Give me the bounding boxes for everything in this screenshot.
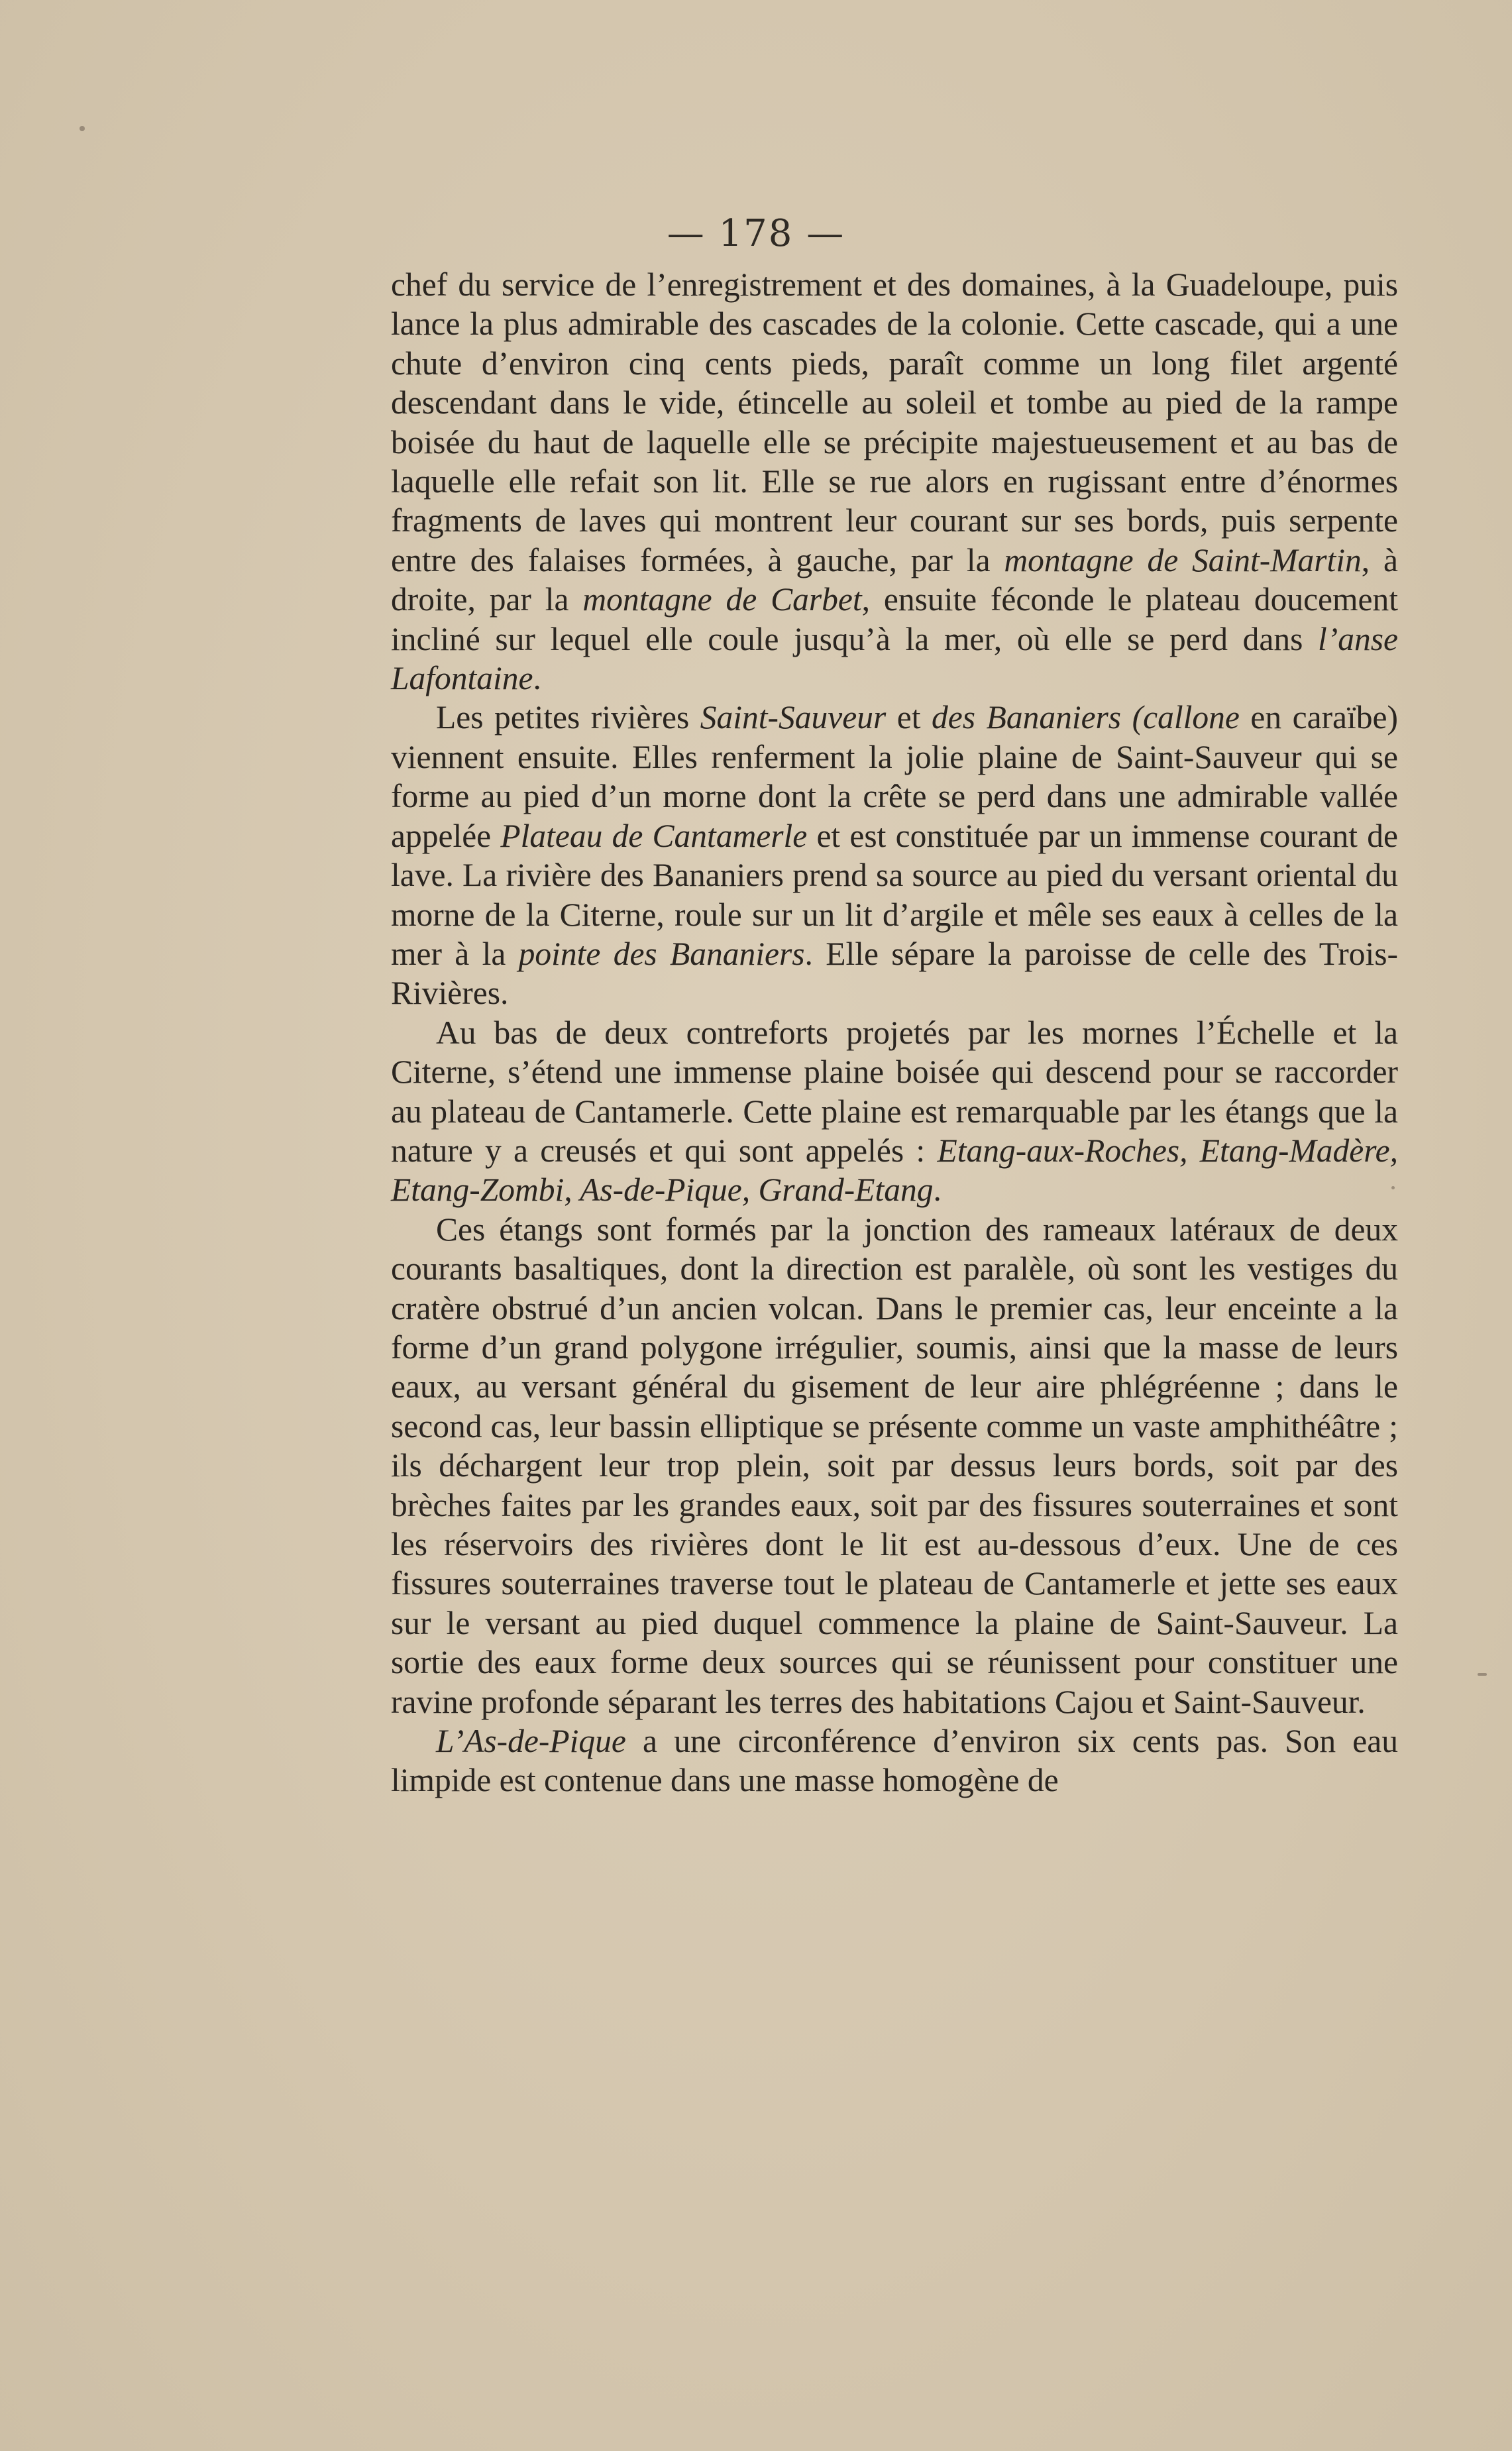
page-speck	[1478, 1673, 1487, 1676]
body-text	[391, 265, 1398, 1800]
italic-text: pointe des Bananiers	[518, 935, 805, 972]
italic-text: Saint-Sauveur	[700, 699, 887, 736]
italic-text: montagne de Carbet	[582, 581, 862, 618]
italic-text: L’As-de-Pique	[436, 1723, 626, 1760]
italic-text: l’anse Lafontaine	[391, 620, 1398, 697]
text-run: a une circonférence d’environ six cents pas. Son eau limpide est contenue dans une masse homogène de	[391, 1723, 1398, 1799]
text-run: chef du service de l’enregistrement et des domaines, à la Guadeloupe, puis lance la plus admirable des cascades de la colonie. Cette cascade, qui a une chute d’environ cinq cents pieds, paraît comme un long filet argenté descendant dans le vide, étincelle au soleil et tombe au pied de la rampe boisée du haut de laquelle elle se précipite majestueusement et au bas de laquelle elle refait son lit. Elle se rue alors en rugissant entre d’énormes fragments de laves qui montrent leur courant sur ses bords, puis serpente entre des falaises formées, à gauche, par la	[391, 266, 1398, 578]
text-run: , ensuite féconde le plateau doucement incliné sur lequel elle coule jusqu’à la mer, où elle se perd dans	[391, 581, 1398, 657]
text-run: Ces étangs sont formés par la jonction des rameaux latéraux de deux courants basaltiques, dont la direction est paralèle, où sont les vestiges du cratère obstrué d’un ancien volcan. Dans le premier cas, leur enceinte a la forme d’un grand polygone irrégulier, soumis, ainsi que la masse de leurs eaux, au versant général du gisement de leur aire phlégréenne ; dans le second cas, leur bassin elliptique se présente comme un vaste amphithéâtre ; ils déchargent leur trop plein, soit par dessus leurs bords, soit par des brèches faites par les grandes eaux, soit par des fissures souterraines et sont les réservoirs des rivières dont le lit est au-dessous d’eux. Une de ces fissures souterraines traverse tout le plateau de Cantamerle et jette ses eaux sur le versant au pied duquel commence la plaine de Saint-Sauveur. La sortie des eaux forme deux sources qui se réunissent pour constituer une ravine profonde séparant les terres des habitations Cajou et Saint-Sauveur.	[391, 1211, 1398, 1720]
paragraph	[391, 1721, 1398, 1800]
paragraph	[391, 1210, 1398, 1721]
paragraph	[391, 698, 1398, 1012]
text-run: .	[533, 660, 541, 697]
paragraph	[391, 265, 1398, 698]
italic-text: des Bananiers (callone	[932, 699, 1240, 736]
italic-text: Etang-aux-Roches, Etang-Madère, Etang-Zombi, As-de-Pique, Grand-Etang	[391, 1132, 1398, 1209]
text-run: . Elle sépare la paroisse de celle des Trois-Rivières.	[391, 935, 1398, 1012]
text-run: Les petites rivières	[436, 699, 700, 736]
text-run: .	[933, 1171, 942, 1209]
italic-text: Plateau de Cantamerle	[500, 817, 808, 854]
italic-text: montagne de Saint-Martin	[1004, 541, 1362, 578]
page-number: — 178 —	[667, 212, 845, 255]
paragraph	[391, 1013, 1398, 1210]
text-run: en caraïbe) viennent ensuite. Elles renferment la jolie plaine de Saint-Sauveur qui se forme au pied d’un morne dont la crête se perd dans une admirable vallée appelée	[391, 699, 1398, 854]
text-run: et	[886, 699, 932, 736]
text-run: , à droite, par la	[391, 541, 1398, 618]
page-speck	[80, 126, 85, 131]
text-run: Au bas de deux contreforts projetés par les mornes l’Échelle et la Citerne, s’étend une immense plaine boisée qui descend pour se raccorder au plateau de Cantamerle. Cette plaine est remarquable par les étangs que la nature y a creusés et qui sont appelés :	[391, 1014, 1398, 1169]
text-run: et est constituée par un immense courant de lave. La rivière des Bananiers prend sa source au pied du versant oriental du morne de la Citerne, roule sur un lit d’argile et mêle ses eaux à celles de la mer à la	[391, 817, 1398, 972]
